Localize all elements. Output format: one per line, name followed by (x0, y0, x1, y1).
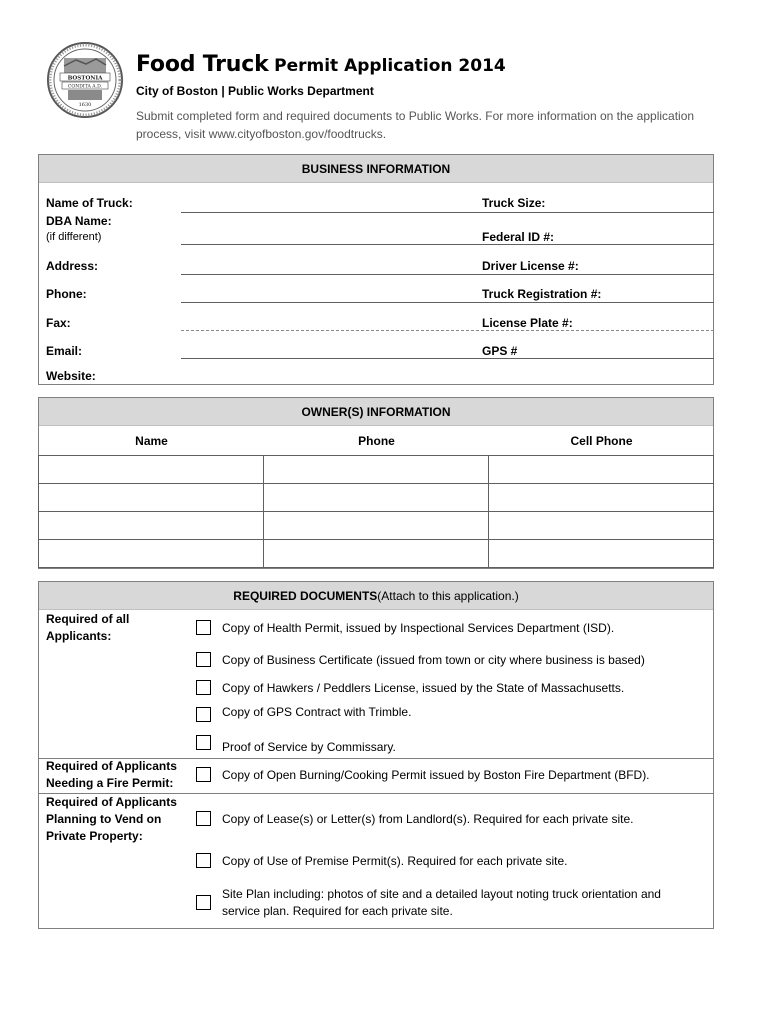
address-label: Address: (46, 259, 99, 273)
svg-text:1630: 1630 (78, 102, 92, 108)
page-title (136, 52, 506, 77)
license-plate-label: License Plate #: (482, 316, 573, 330)
name-of-truck-label: Name of Truck: (46, 196, 133, 210)
owners-col-cell-phone: Cell Phone (570, 434, 633, 448)
owners-table-cell[interactable] (263, 483, 489, 512)
checkbox-hawkers-license[interactable] (196, 680, 211, 695)
owners-table-cell[interactable] (38, 539, 264, 568)
dba-name-label: DBA Name: (46, 214, 112, 228)
owners-col-name: Name (135, 434, 168, 448)
doc-health-permit: Copy of Health Permit, issued by Inspectional Services Department (ISD). (222, 621, 615, 635)
name-of-truck-field[interactable] (181, 212, 714, 213)
checkbox-fire-permit[interactable] (196, 767, 211, 782)
title-rest: Permit Application 2014 (274, 56, 506, 76)
dba-note: (if different) (46, 231, 102, 243)
intro-text: Submit completed form and required documents to Public Works. For more information on the application process, visit www.cityofboston.gov/foodtrucks. (136, 109, 695, 141)
checkbox-gps-contract[interactable] (196, 707, 211, 722)
doc-business-certificate: Copy of Business Certificate (issued from town or city where business is based) (222, 653, 645, 667)
svg-text:BOSTONIA: BOSTONIA (67, 75, 103, 82)
checkbox-business-certificate[interactable] (196, 652, 211, 667)
checkbox-commissary[interactable] (196, 735, 211, 750)
documents-section-heading: REQUIRED DOCUMENTS (Attach to this application.) (39, 582, 713, 610)
owners-table-cell[interactable] (488, 455, 714, 484)
required-private-label: Required of Applicants Planning to Vend on Private Property: (46, 795, 177, 843)
checkbox-site-plan[interactable] (196, 895, 211, 910)
gps-label: GPS # (482, 344, 518, 358)
owners-table-cell[interactable] (263, 539, 489, 568)
required-all-label: Required of all Applicants: (46, 612, 130, 643)
federal-id-label: Federal ID #: (482, 230, 555, 244)
owners-table-cell[interactable] (263, 455, 489, 484)
svg-text:CONDITA A.D.: CONDITA A.D. (67, 84, 103, 90)
department-subtitle: City of Boston | Public Works Department (136, 84, 374, 98)
owners-table-cell[interactable] (38, 483, 264, 512)
dba-name-field[interactable] (181, 244, 714, 245)
phone-label: Phone: (46, 287, 87, 301)
truck-size-label: Truck Size: (482, 196, 546, 210)
owners-section-heading: OWNER(S) INFORMATION (39, 398, 713, 426)
website-label: Website: (46, 369, 96, 383)
fax-field[interactable] (181, 330, 714, 331)
doc-hawkers-license: Copy of Hawkers / Peddlers License, issued by the State of Massachusetts. (222, 681, 625, 695)
checkbox-health-permit[interactable] (196, 620, 211, 635)
fax-label: Fax: (46, 316, 71, 330)
required-fire-label: Required of Applicants Needing a Fire Permit: (46, 759, 177, 790)
owners-table-cell[interactable] (38, 511, 264, 540)
doc-commissary: Proof of Service by Commissary. (222, 740, 396, 754)
email-field[interactable] (181, 358, 714, 359)
owners-table-cell[interactable] (263, 511, 489, 540)
owners-information-section (38, 397, 714, 569)
doc-lease: Copy of Lease(s) or Letter(s) from Landlord(s). Required for each private site. (222, 812, 634, 826)
city-seal-icon (46, 40, 124, 120)
email-label: Email: (46, 344, 83, 358)
checkbox-use-of-premise[interactable] (196, 853, 211, 868)
owners-table-cell[interactable] (488, 483, 714, 512)
doc-site-plan: Site Plan including: photos of site and a detailed layout noting truck orientation and service plan. Required for each private site. (222, 887, 661, 918)
required-documents-section (38, 581, 714, 929)
owners-col-phone: Phone (358, 434, 395, 448)
phone-field[interactable] (181, 302, 714, 303)
truck-registration-label: Truck Registration #: (482, 287, 602, 301)
title-main: Food Truck (136, 52, 269, 77)
doc-use-of-premise: Copy of Use of Premise Permit(s). Required for each private site. (222, 854, 568, 868)
doc-fire-permit: Copy of Open Burning/Cooking Permit issued by Boston Fire Department (BFD). (222, 768, 650, 782)
owners-table-cell[interactable] (488, 539, 714, 568)
doc-gps-contract: Copy of GPS Contract with Trimble. (222, 705, 412, 719)
checkbox-lease[interactable] (196, 811, 211, 826)
business-section-heading: BUSINESS INFORMATION (39, 155, 713, 183)
business-information-section (38, 154, 714, 385)
address-field[interactable] (181, 274, 714, 275)
driver-license-label: Driver License #: (482, 259, 579, 273)
owners-table-cell[interactable] (488, 511, 714, 540)
owners-table-cell[interactable] (38, 455, 264, 484)
